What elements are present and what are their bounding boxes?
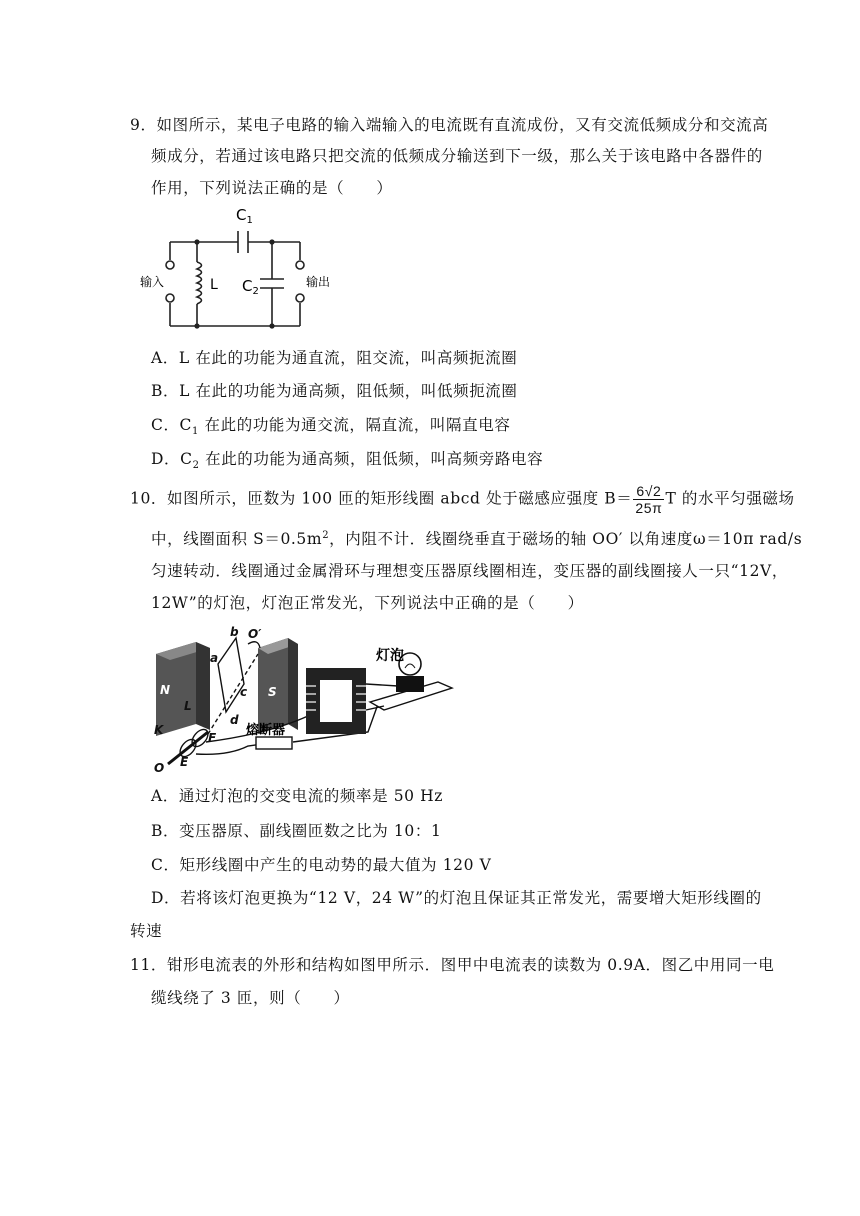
s-magnet [258, 638, 298, 734]
label-n: N [160, 683, 171, 697]
label-a: a [210, 651, 219, 665]
q9-option-c: C．$C_1$ 在此的功能为通交流，隔直流，叫隔直电容 [151, 416, 511, 438]
fuse-label: 熔断器 [246, 723, 286, 738]
fuse [256, 737, 292, 749]
transformer [306, 668, 366, 734]
label-o-prime: O′ [248, 627, 262, 641]
q9-circuit-diagram [140, 198, 340, 338]
q10-stem-line2: 中，线圈面积 $S=0.5m^2$，内阻不计．线圈绕垂直于磁场的轴 OO′ 以角速度ω＝10π rad/s [151, 529, 803, 548]
c1-label: $C_1$ [236, 206, 253, 226]
q10-option-b: B．变压器原、副线圈匝数之比为 10：1 [151, 822, 442, 840]
label-l: L [184, 699, 192, 713]
label-e: E [180, 755, 189, 769]
output-label: 输出 [306, 275, 331, 289]
label-o: O [154, 761, 165, 775]
q10-stem-line3: 匀速转动．线圈通过金属滑环与理想变压器原线圈相连，变压器的副线圈接人一只“12V， [151, 562, 788, 580]
q9-option-b: B．L 在此的功能为通高频，阻低频，叫低频扼流圈 [151, 382, 518, 400]
c2-label: $C_2$ [242, 277, 259, 297]
bulb-label: 灯泡 [376, 648, 404, 664]
label-k: K [154, 723, 164, 737]
q10-stem-line1: 10．如图所示，匝数为 100 匝的矩形线圈 abcd 处于磁感应强度 B＝ $\frac{6√2}{25\pi}$ T 的水平匀强磁场 [130, 483, 795, 516]
label-d: d [230, 713, 239, 727]
q11-stem-line2: 缆线绕了 3 匝，则（ ） [151, 989, 350, 1007]
q10-option-a: A．通过灯泡的交变电流的频率是 50 Hz [151, 787, 444, 805]
label-s: S [268, 685, 277, 699]
q10-option-d: D．若将该灯泡更换为“12 V，24 W”的灯泡且保证其正常发光，需要增大矩形线圈的 [151, 889, 762, 907]
q9-stem-line2: 频成分，若通过该电路只把交流的低频成分输送到下一级，那么关于该电路中各器件的 [151, 147, 763, 165]
input-label: 输入 [140, 275, 165, 289]
q10-stem-line4: 12W”的灯泡，灯泡正常发光，下列说法中正确的是（ ） [151, 594, 584, 612]
q10-generator-figure [148, 624, 458, 776]
q11-stem-line1: 11．钳形电流表的外形和结构如图甲所示．图甲中电流表的读数为 0.9A．图乙中用同一电 [130, 956, 775, 974]
q9-option-d: D．$C_2$ 在此的功能为通高频，阻低频，叫高频旁路电容 [151, 450, 544, 472]
q9-option-a: A．L 在此的功能为通直流，阻交流，叫高频扼流圈 [151, 349, 518, 367]
inductor-label: L [210, 277, 218, 293]
label-f: F [208, 731, 217, 745]
q9-stem-line1: 9．如图所示，某电子电路的输入端输入的电流既有直流成份，又有交流低频成分和交流高 [130, 116, 769, 134]
b-field-fraction: $\frac{6√2}{25\pi}$ [635, 483, 663, 516]
label-c: c [240, 685, 248, 699]
label-b: b [230, 625, 239, 639]
q9-stem-line3: 作用，下列说法正确的是（ ） [151, 179, 393, 197]
q10-option-d-continued: 转速 [130, 922, 163, 940]
q10-option-c: C．矩形线圈中产生的电动势的最大值为 120 V [151, 856, 492, 874]
